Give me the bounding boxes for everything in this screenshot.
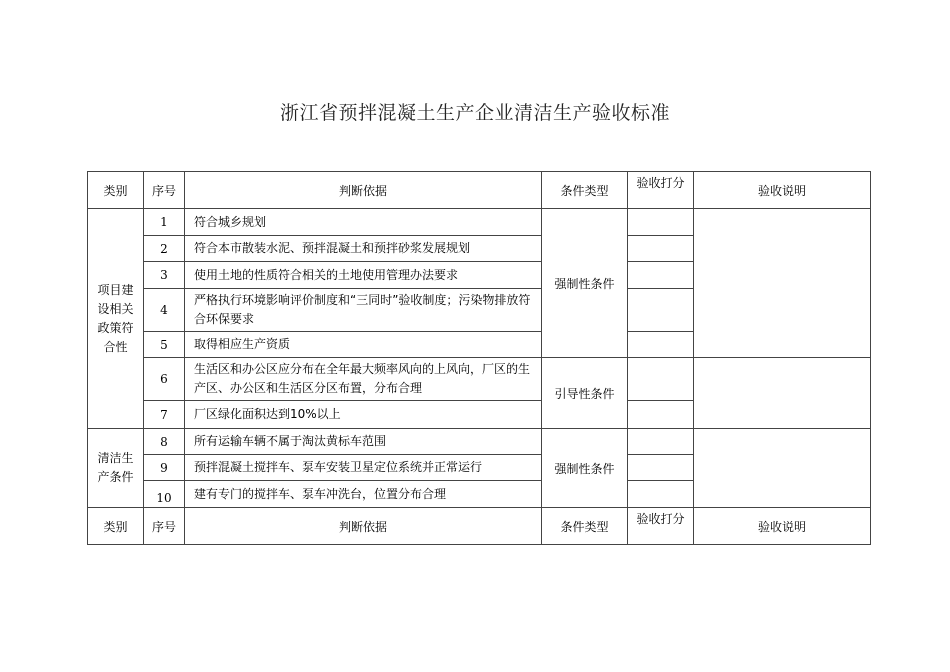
header-score: 验收打分 [628,172,694,209]
basis-cell: 厂区绿化面积达到10%以上 [185,401,542,429]
basis-cell: 使用土地的性质符合相关的土地使用管理办法要求 [185,262,542,289]
condition-type-cell: 强制性条件 [542,429,628,508]
score-cell[interactable] [628,429,694,455]
note-cell[interactable] [694,358,871,429]
acceptance-standard-table [87,171,871,545]
seq-cell: 7 [144,401,185,429]
header-condition-type: 条件类型 [542,508,628,545]
score-cell[interactable] [628,209,694,236]
header-basis: 判断依据 [185,508,542,545]
basis-cell: 符合城乡规划 [185,209,542,236]
category-cell: 项目建设相关政策符合性 [88,209,144,429]
category-cell: 清洁生产条件 [88,429,144,508]
note-cell[interactable] [694,429,871,508]
seq-cell: 5 [144,332,185,358]
condition-type-cell: 强制性条件 [542,209,628,358]
header-category: 类别 [88,172,144,209]
condition-type-cell: 引导性条件 [542,358,628,429]
seq-cell: 10 [144,481,185,508]
seq-cell: 6 [144,358,185,401]
score-cell[interactable] [628,481,694,508]
seq-cell: 4 [144,289,185,332]
basis-cell: 符合本市散装水泥、预拌混凝土和预拌砂浆发展规划 [185,236,542,262]
header-basis: 判断依据 [185,172,542,209]
table-row [88,358,871,401]
header-condition-type: 条件类型 [542,172,628,209]
header-note: 验收说明 [694,172,871,209]
note-cell[interactable] [694,209,871,358]
basis-cell: 生活区和办公区应分布在全年最大频率风向的上风向，厂区的生产区、办公区和生活区分区布置，分布合理 [185,358,542,401]
seq-cell: 9 [144,455,185,481]
score-cell[interactable] [628,455,694,481]
score-cell[interactable] [628,332,694,358]
table-footer-header-row [88,508,871,545]
document-title: 浙江省预拌混凝土生产企业清洁生产验收标准 [279,102,670,124]
table-row [88,209,871,236]
score-cell[interactable] [628,401,694,429]
score-cell[interactable] [628,358,694,401]
basis-cell: 预拌混凝土搅拌车、泵车安装卫星定位系统并正常运行 [185,455,542,481]
header-category: 类别 [88,508,144,545]
basis-cell: 建有专门的搅拌车、泵车冲洗台，位置分布合理 [185,481,542,508]
score-cell[interactable] [628,262,694,289]
seq-cell: 8 [144,429,185,455]
basis-cell: 取得相应生产资质 [185,332,542,358]
seq-cell: 2 [144,236,185,262]
score-cell[interactable] [628,236,694,262]
score-cell[interactable] [628,289,694,332]
table-header-row [88,172,871,209]
header-score: 验收打分 [628,508,694,545]
seq-cell: 3 [144,262,185,289]
header-seq: 序号 [144,508,185,545]
header-seq: 序号 [144,172,185,209]
table-row [88,429,871,455]
seq-cell: 1 [144,209,185,236]
basis-cell: 所有运输车辆不属于淘汰黄标车范围 [185,429,542,455]
basis-cell: 严格执行环境影响评价制度和“三同时”验收制度；污染物排放符合环保要求 [185,289,542,332]
header-note: 验收说明 [694,508,871,545]
